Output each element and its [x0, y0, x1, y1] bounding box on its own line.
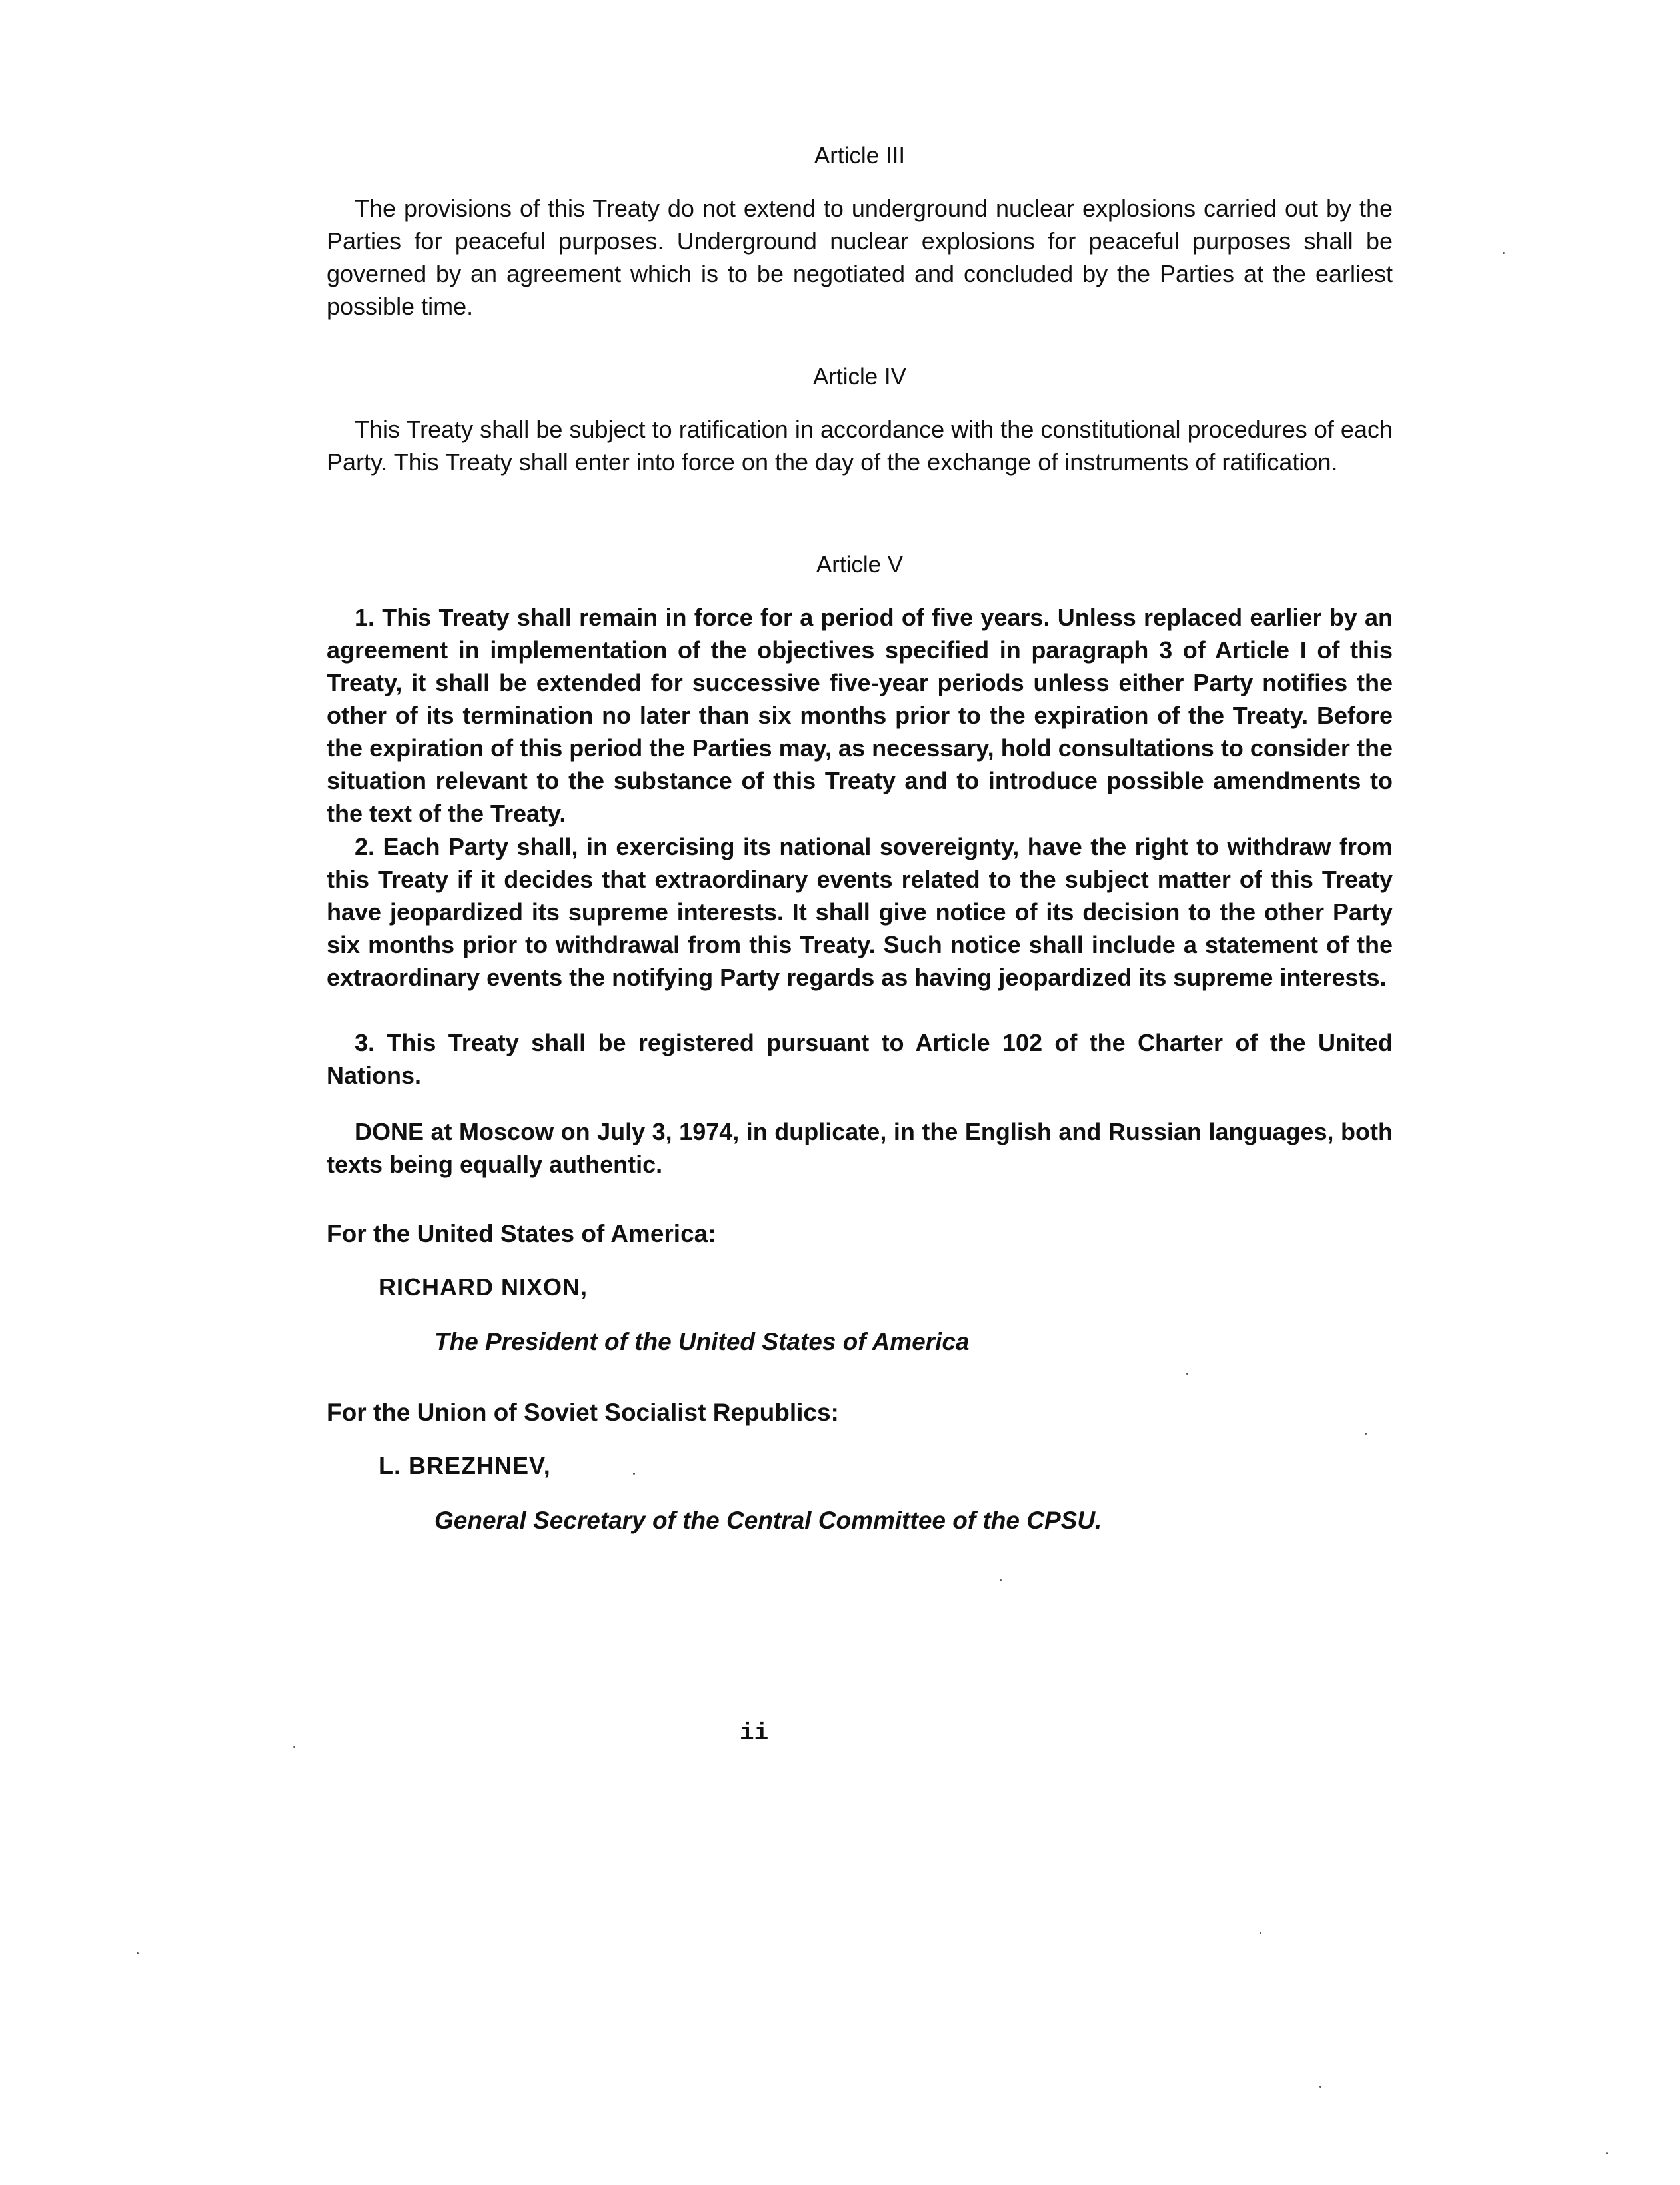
article-3-body: The provisions of this Treaty do not extend to underground nuclear explosions carried out by the Parties for peaceful purposes. Underground nuclear explosions for peaceful purposes shall be governed by an agreement which is to be negotiated and concluded by the Parties at the earliest possible time. [327, 195, 1393, 320]
us-signatory-label: For the United States of America: [327, 1220, 716, 1247]
done-word: DONE [355, 1118, 424, 1145]
scan-speck [137, 1952, 139, 1954]
article-5-paragraph-1 [327, 601, 1393, 830]
scan-speck [1319, 2086, 1321, 2088]
article-5-heading: Article V [816, 552, 904, 578]
scan-speck [1503, 252, 1505, 254]
article-5-paragraph-1-text: 1. This Treaty shall remain in force for a period of five years. Unless replaced earlier by an agreement in implementation of the objectives specified in paragraph 3 of Article I of this Treaty, it shall be extended for successive five-year periods unless either Party notifies the other of its termination no later than six months prior to the expiration of the Treaty. Before the expiration of this period the Parties may, as necessary, hold consultations to consider the situation relevant to the substance of this Treaty and to introduce possible amendments to the text of the Treaty. [327, 604, 1393, 827]
article-5-paragraph-3 [327, 1026, 1393, 1092]
scan-speck [1260, 1932, 1261, 1934]
article-3-text [327, 192, 1393, 323]
article-4-body: This Treaty shall be subject to ratification in accordance with the constitutional procedures of each Party. This Treaty shall enter into force on the day of the exchange of instruments of ratification. [327, 416, 1393, 476]
article-4-heading: Article IV [812, 364, 907, 390]
us-signatory-title: The President of the United States of America [434, 1328, 970, 1355]
scan-speck [633, 1473, 635, 1475]
article-5-paragraph-3-text: 3. This Treaty shall be registered pursuant to Article 102 of the Charter of the United Nations. [327, 1029, 1393, 1089]
scan-speck [1606, 2152, 1608, 2154]
closing-paragraph [327, 1115, 1393, 1181]
article-4-text [327, 413, 1393, 478]
ussr-signatory-title: General Secretary of the Central Committee of the CPSU. [434, 1507, 1102, 1534]
us-signatory-name: RICHARD NIXON, [379, 1273, 588, 1301]
scan-speck [293, 1746, 295, 1748]
ussr-signatory-name: L. BREZHNEV, [379, 1452, 551, 1479]
article-5-paragraph-2 [327, 830, 1393, 994]
closing-text: at Moscow on July 3, 1974, in duplicate, in the English and Russian languages, both texts being equally authentic. [327, 1118, 1393, 1178]
scan-speck [1186, 1373, 1188, 1375]
ussr-signatory-label: For the Union of Soviet Socialist Republics: [327, 1399, 839, 1426]
page-number: ii [740, 1719, 769, 1747]
article-3-heading: Article III [814, 143, 906, 169]
scan-speck [1000, 1579, 1002, 1581]
article-5-paragraph-2-text: 2. Each Party shall, in exercising its national sovereignty, have the right to withdraw from this Treaty if it decides that extraordinary events related to the subject matter of this Treaty have jeopardized its supreme interests. It shall give notice of its decision to the other Party six months prior to withdrawal from this Treaty. Such notice shall include a statement of the extraordinary events the notifying Party regards as having jeopardized its supreme interests. [327, 833, 1393, 991]
scan-speck [1365, 1433, 1367, 1435]
